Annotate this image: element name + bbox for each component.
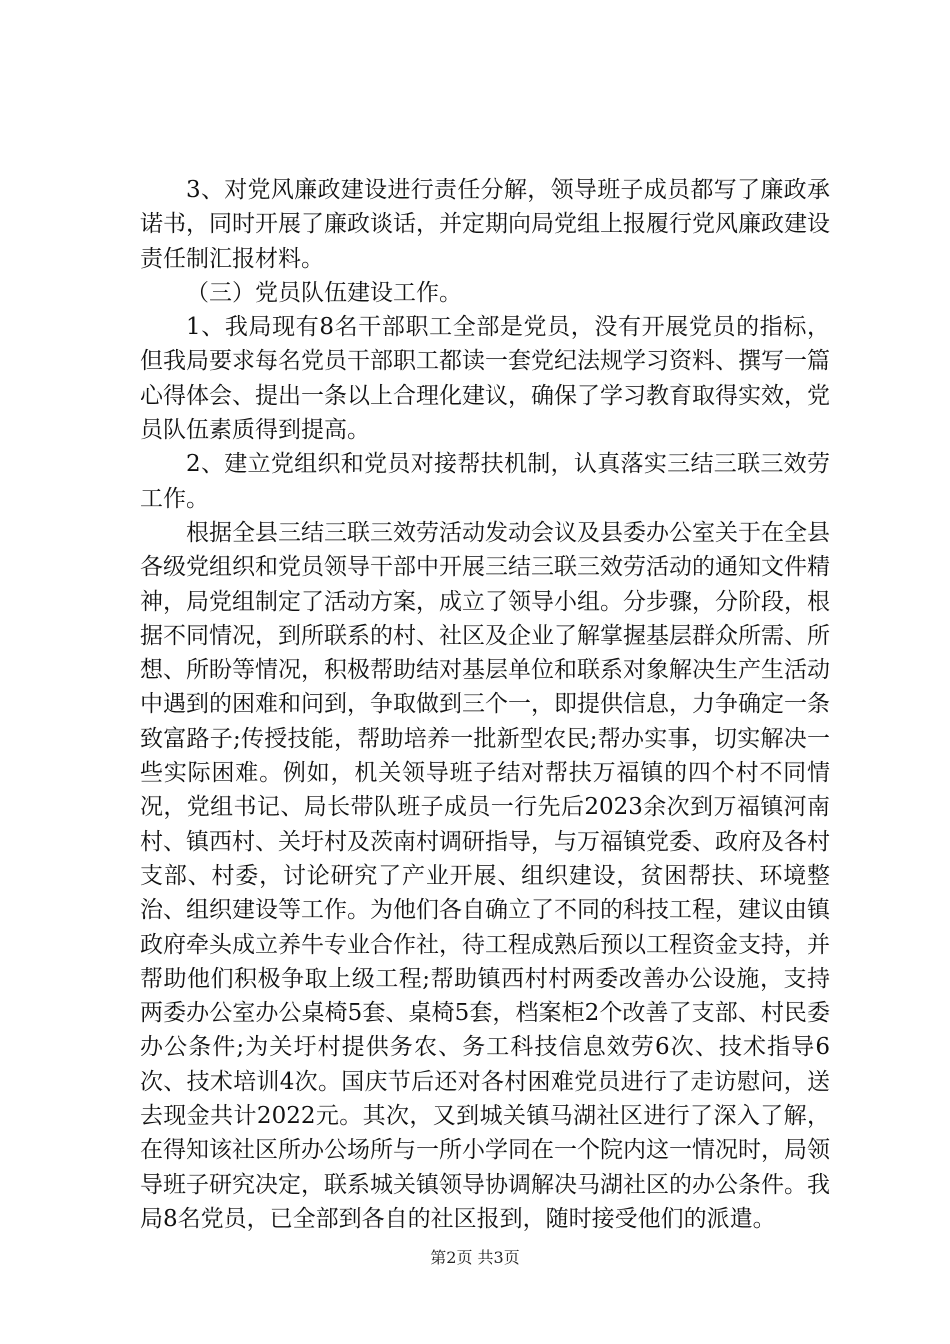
page-footer: 第2页 共3页 xyxy=(430,1248,520,1267)
section-heading-team-building: （三）党员队伍建设工作。 xyxy=(186,279,462,306)
paragraph-activities: 根据全县三结三联三效劳活动发动会议及县委办公室关于在全县各级党组织和党员领导干部中开展三结三联三效劳活动的通知文件精神，局党组制定了活动方案，成立了领导小组。分步骤，分阶段，根据不同情况，到所联系的村、社区及企业了解掌握基层群众所需、所想、所盼等情况，积极帮助结对基层单位和联系对象解决生产生活动中遇到的困难和问到，争取做到三个一，即提供信息，力争确定一条致富路子;传授技能，帮助培养一批新型农民;帮办实事，切实解决一些实际困难。例如，机关领导班子结对帮扶万福镇的四个村不同情况，党组书记、局长带队班子成员一行先后2023余次到万福镇河南村、镇西村、关圩村及茨南村调研指导，与万福镇党委、政府及各村支部、村委，讨论研究了产业开展、组织建设，贫困帮扶、环境整治、组织建设等工作。为他们各自确立了不同的科技工程，建议由镇政府牵头成立养牛专业合作社，待工程成熟后预以工程资金支持，并帮助他们积极争取上级工程;帮助镇西村村两委改善办公设施，支持两委办公室办公桌椅5套、桌椅5套，档案柜2个改善了支部、村民委办公条件;为关圩村提供务农、务工科技信息效劳6次、技术指导6次、技术培训4次。国庆节后还对各村困难党员进行了走访慰问，送去现金共计2022元。其次，又到城关镇马湖社区进行了深入了解，在得知该社区所办公场所与一所小学同在一个院内这一情况时，局领导班子研究决定，联系城关镇领导协调解决马湖社区的办公条件。我局8名党员，已全部到各自的社区报到，随时接受他们的派遣。 xyxy=(140,519,830,1232)
paragraph-mechanism: 2、建立党组织和党员对接帮扶机制，认真落实三结三联三效劳工作。 xyxy=(140,451,830,512)
document-body xyxy=(140,173,830,1236)
paragraph-responsibility: 3、对党风廉政建设进行责任分解，领导班子成员都写了廉政承诺书，同时开展了廉政谈话，并定期向局党组上报履行党风廉政建设责任制汇报材料。 xyxy=(140,177,830,272)
paragraph-members: 1、我局现有8名干部职工全部是党员，没有开展党员的指标，但我局要求每名党员干部职工都读一套党纪法规学习资料、撰写一篇心得体会、提出一条以上合理化建议，确保了学习教育取得实效，党员队伍素质得到提高。 xyxy=(140,314,830,444)
